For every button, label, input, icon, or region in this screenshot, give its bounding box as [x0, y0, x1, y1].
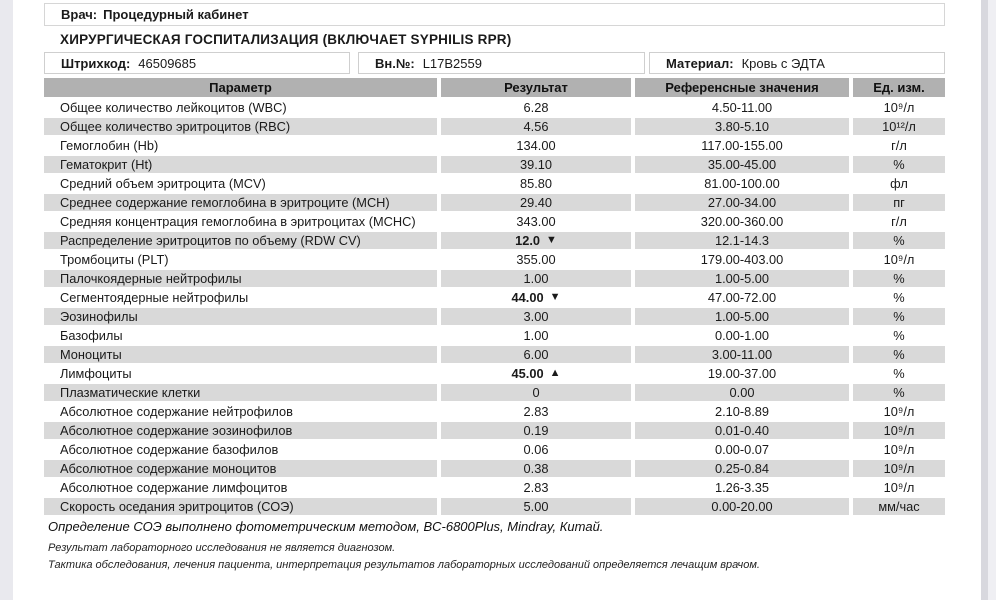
- table-cell-unit: %: [853, 384, 945, 402]
- table-row: [44, 213, 945, 231]
- table-cell-result: [441, 441, 631, 459]
- result-value: 343.00: [516, 213, 556, 229]
- table-cell-unit: пг: [853, 194, 945, 212]
- table-cell-param: Базофилы: [60, 327, 123, 343]
- table-cell-result: [441, 289, 631, 307]
- result-value: 45.00: [511, 365, 544, 381]
- table-cell-ref: 179.00-403.00: [700, 251, 784, 267]
- table-cell-param: Среднее содержание гемоглобина в эритроците (MCH): [44, 194, 437, 212]
- table-cell-ref: 81.00-100.00: [704, 175, 780, 191]
- table-row: [44, 498, 945, 516]
- result-value: 134.00: [516, 137, 556, 153]
- header-reference: Референсные значения: [635, 78, 849, 97]
- table-cell-unit: 10⁹/л: [883, 441, 915, 457]
- table-cell-param: Абсолютное содержание базофилов: [60, 441, 279, 457]
- table-row: [44, 118, 945, 136]
- table-cell-ref: 27.00-34.00: [635, 194, 849, 212]
- table-cell-ref: 4.50-11.00: [711, 99, 773, 115]
- table-row: [44, 365, 945, 383]
- table-row: [44, 460, 945, 478]
- table-row: [44, 175, 945, 193]
- table-cell-param: Абсолютное содержание лимфоцитов: [60, 479, 288, 495]
- table-cell-ref: 117.00-155.00: [701, 137, 783, 153]
- result-value: 2.83: [523, 479, 549, 495]
- table-cell-param: Эозинофилы: [44, 308, 437, 326]
- barcode-box: [44, 52, 350, 74]
- result-value: 39.10: [519, 156, 553, 172]
- result-value: 6.00: [523, 346, 549, 362]
- table-row: [44, 384, 945, 402]
- table-cell-unit: 10¹²/л: [853, 118, 945, 136]
- table-cell-result: [441, 99, 631, 117]
- table-cell-param: Общее количество эритроцитов (RBC): [44, 118, 437, 136]
- table-row: [44, 346, 945, 364]
- result-value: 4.56: [523, 118, 549, 134]
- table-cell-result: [441, 308, 631, 326]
- result-value: 1.00: [523, 327, 549, 343]
- table-cell-unit: %: [853, 156, 945, 174]
- doctor-label: Врач:: [61, 7, 98, 22]
- table-cell-unit: г/л: [891, 137, 907, 153]
- table-row: [44, 422, 945, 440]
- table-cell-result: [441, 232, 631, 250]
- table-row: [44, 251, 945, 269]
- table-cell-unit: 10⁹/л: [883, 479, 915, 495]
- table-row: [44, 403, 945, 421]
- disclaimer-note-1: Результат лабораторного исследования не является диагнозом.: [48, 542, 396, 554]
- result-value: 0.19: [523, 422, 549, 438]
- header-unit: Ед. изм.: [853, 78, 945, 97]
- table-cell-param: Средняя концентрация гемоглобина в эритроцитах (MCHC): [60, 213, 416, 229]
- result-value: 1.00: [523, 270, 549, 286]
- header-parameter: Параметр: [44, 78, 437, 97]
- table-cell-result: [441, 327, 631, 345]
- result-value: 0.38: [523, 460, 549, 476]
- table-cell-ref: 320.00-360.00: [700, 213, 784, 229]
- table-cell-result: [441, 384, 631, 402]
- internal-number-label: Вн.№:: [375, 55, 415, 71]
- table-cell-ref: 3.00-11.00: [635, 346, 849, 364]
- table-cell-result: [441, 460, 631, 478]
- table-cell-ref: 1.26-3.35: [714, 479, 770, 495]
- table-cell-unit: 10⁹/л: [853, 460, 945, 478]
- doctor-box: [44, 3, 945, 26]
- specimen-info-row: [44, 52, 945, 74]
- table-row: [44, 194, 945, 212]
- table-cell-result: [441, 498, 631, 516]
- table-row: [44, 99, 945, 117]
- table-row: [44, 308, 945, 326]
- table-cell-unit: 10⁹/л: [853, 422, 945, 440]
- table-cell-unit: %: [853, 346, 945, 364]
- result-value: 0: [532, 384, 540, 400]
- table-cell-unit: %: [853, 308, 945, 326]
- internal-number-box: [358, 52, 645, 74]
- table-cell-ref: 0.00-20.00: [635, 498, 849, 516]
- table-cell-param: Палочкоядерные нейтрофилы: [44, 270, 437, 288]
- table-cell-param: Гематокрит (Ht): [44, 156, 437, 174]
- table-cell-result: [441, 213, 631, 231]
- table-cell-param: Сегментоядерные нейтрофилы: [60, 289, 249, 305]
- table-cell-ref: 35.00-45.00: [635, 156, 849, 174]
- table-cell-param: Общее количество лейкоцитов (WBC): [60, 99, 287, 115]
- results-table-body: [44, 99, 945, 516]
- table-cell-unit: %: [853, 270, 945, 288]
- table-cell-ref: 1.00-5.00: [635, 308, 849, 326]
- table-cell-unit: %: [853, 232, 945, 250]
- table-cell-unit: %: [893, 327, 905, 343]
- table-cell-result: [441, 251, 631, 269]
- result-value: 0.06: [523, 441, 549, 457]
- material-label: Материал:: [666, 55, 734, 71]
- high-flag-icon: ▲: [549, 366, 561, 379]
- table-cell-unit: мм/час: [853, 498, 945, 516]
- barcode-label: Штрихкод:: [61, 55, 131, 71]
- disclaimer-note-2: Тактика обследования, лечения пациента, интерпретация результатов лабораторных исследований определяется лечащим врачом.: [48, 559, 760, 571]
- result-value: 44.00: [511, 289, 544, 305]
- table-cell-result: [441, 403, 631, 421]
- lab-report-page: [44, 3, 945, 571]
- table-row: [44, 232, 945, 250]
- method-note: Определение СОЭ выполнено фотометрическим методом, BC-6800Plus, Mindray, Китай.: [48, 519, 604, 534]
- right-margin-strip: [988, 0, 996, 600]
- barcode-value: 46509685: [138, 55, 197, 71]
- result-value: 85.80: [519, 175, 553, 191]
- table-cell-ref: 0.25-0.84: [635, 460, 849, 478]
- table-cell-unit: %: [893, 289, 905, 305]
- result-value: 5.00: [523, 498, 549, 514]
- table-cell-ref: 3.80-5.10: [635, 118, 849, 136]
- material-box: [649, 52, 945, 74]
- result-value: 12.0: [515, 232, 541, 248]
- table-cell-unit: %: [893, 365, 905, 381]
- table-cell-ref: 12.1-14.3: [635, 232, 849, 250]
- table-cell-unit: 10⁹/л: [883, 403, 915, 419]
- doctor-value: Процедурный кабинет: [103, 7, 249, 22]
- table-row: [44, 479, 945, 497]
- table-cell-result: [441, 346, 631, 364]
- table-cell-param: Лимфоциты: [60, 365, 132, 381]
- table-cell-param: Гемоглобин (Hb): [60, 137, 159, 153]
- table-cell-ref: 47.00-72.00: [707, 289, 777, 305]
- result-value: 355.00: [516, 251, 556, 267]
- header-result: Результат: [441, 78, 631, 97]
- result-value: 3.00: [523, 308, 549, 324]
- table-cell-param: Моноциты: [44, 346, 437, 364]
- table-cell-unit: фл: [890, 175, 908, 191]
- table-cell-param: Абсолютное содержание эозинофилов: [44, 422, 437, 440]
- table-cell-result: [441, 175, 631, 193]
- table-row: [44, 441, 945, 459]
- result-value: 6.28: [523, 99, 549, 115]
- table-cell-ref: 19.00-37.00: [707, 365, 777, 381]
- table-cell-ref: 0.00-1.00: [714, 327, 770, 343]
- table-cell-param: Тромбоциты (PLT): [60, 251, 169, 267]
- table-row: [44, 327, 945, 345]
- table-cell-result: [441, 194, 631, 212]
- table-cell-param: Плазматические клетки: [44, 384, 437, 402]
- table-cell-param: Распределение эритроцитов по объему (RDW CV): [44, 232, 437, 250]
- table-cell-param: Абсолютное содержание моноцитов: [44, 460, 437, 478]
- table-cell-ref: 2.10-8.89: [714, 403, 770, 419]
- report-title: ХИРУРГИЧЕСКАЯ ГОСПИТАЛИЗАЦИЯ (ВКЛЮЧАЕТ SYPHILIS RPR): [60, 32, 512, 47]
- table-cell-result: [441, 118, 631, 136]
- table-cell-ref: 1.00-5.00: [635, 270, 849, 288]
- table-cell-param: Скорость оседания эритроцитов (СОЭ): [44, 498, 437, 516]
- table-cell-unit: г/л: [891, 213, 907, 229]
- table-cell-unit: 10⁹/л: [883, 99, 915, 115]
- table-cell-unit: 10⁹/л: [883, 251, 915, 267]
- table-cell-ref: 0.01-0.40: [635, 422, 849, 440]
- material-value: Кровь с ЭДТА: [741, 55, 825, 71]
- low-flag-icon: ▼: [549, 290, 561, 303]
- table-cell-param: Абсолютное содержание нейтрофилов: [60, 403, 293, 419]
- table-row: [44, 289, 945, 307]
- low-flag-icon: ▼: [546, 233, 557, 246]
- table-cell-ref: 0.00: [635, 384, 849, 402]
- internal-number-value: L17B2559: [422, 55, 482, 71]
- table-cell-ref: 0.00-0.07: [714, 441, 770, 457]
- table-cell-result: [441, 270, 631, 288]
- table-cell-result: [441, 422, 631, 440]
- result-value: 29.40: [519, 194, 553, 210]
- table-row: [44, 270, 945, 288]
- table-row: [44, 137, 945, 155]
- table-header-row: [44, 78, 945, 97]
- table-cell-param: Средний объем эритроцита (MCV): [60, 175, 266, 191]
- left-margin-strip: [0, 0, 13, 600]
- table-cell-result: [441, 365, 631, 383]
- table-cell-result: [441, 137, 631, 155]
- result-value: 2.83: [523, 403, 549, 419]
- table-row: [44, 156, 945, 174]
- table-cell-result: [441, 156, 631, 174]
- table-cell-result: [441, 479, 631, 497]
- page-edge-divider: [981, 0, 988, 600]
